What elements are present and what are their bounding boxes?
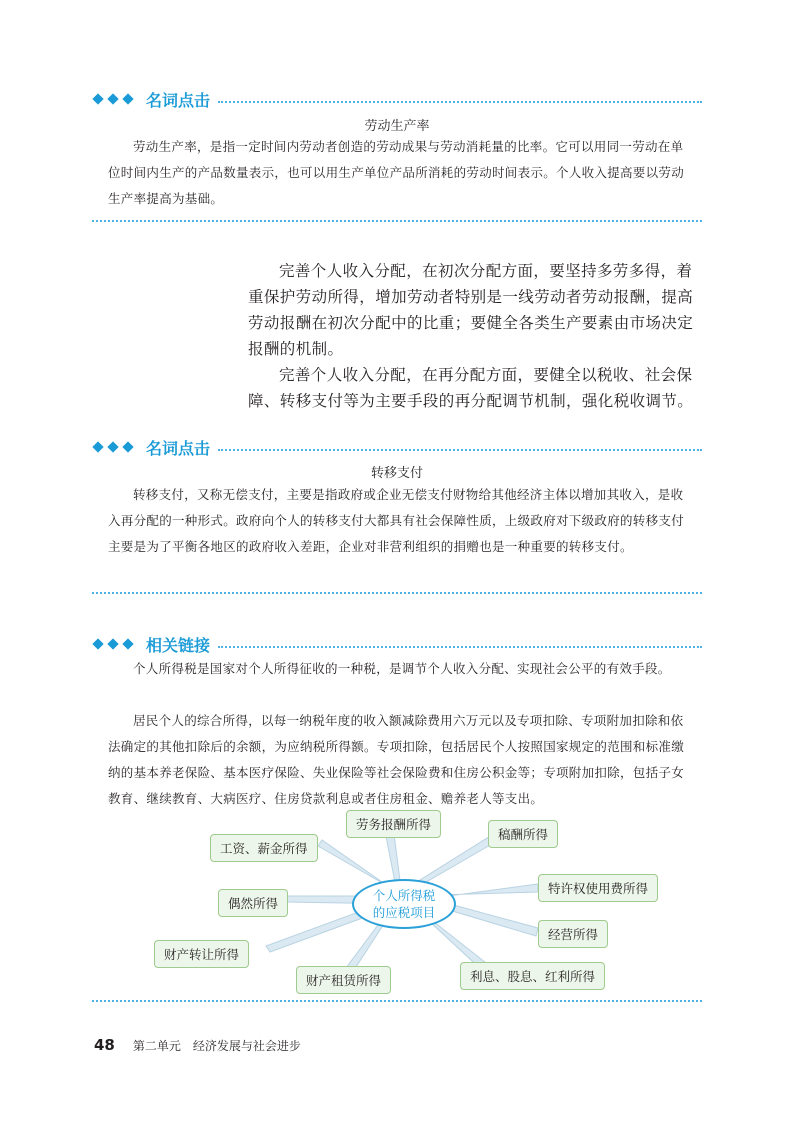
related-paragraph: 居民个人的综合所得，以每一纳税年度的收入额减除费用六万元以及专项扣除、专项附加扣除和依法确定的其他扣除后的余额，为应纳税所得额。专项扣除，包括居民个人按照国家规定的范围和标准缴纳的基本养老保险、基本医疗保险、失业保险等社会保险费和住房公积金等；专项附加扣除，包括子女教育、继续教育、大病医疗、住房贷款利息或者住房租金、赡养老人等支出。: [108, 713, 685, 806]
unit-title: 第二单元 经济发展与社会进步: [132, 1039, 301, 1053]
body-paragraph: 完善个人收入分配，在初次分配方面，要坚持多劳多得，着重保护劳动所得，增加劳动者特别是一线劳动者劳动报酬，提高劳动报酬在初次分配中的比重；要健全各类生产要素由市场决定报酬的机制。: [248, 262, 694, 358]
term-definition: 劳动生产率，是指一定时间内劳动者创造的劳动成果与劳动消耗量的比率。它可以用同一劳动在单位时间内生产的产品数量表示，也可以用生产单位产品所消耗的劳动时间表示。个人收入提高要以劳动生产率提高为基础。: [108, 139, 685, 206]
section-title: 名词点击: [146, 438, 211, 458]
term-title: 劳动生产率: [364, 119, 430, 134]
tax-item-node: 稿酬所得: [488, 820, 558, 848]
tax-item-node: 利息、股息、红利所得: [460, 962, 605, 990]
tax-item-node: 劳务报酬所得: [346, 810, 441, 838]
tax-item-node: 经营所得: [538, 920, 608, 948]
dotted-divider: [92, 1000, 702, 1002]
page-number: 48: [94, 1036, 115, 1054]
term-title: 转移支付: [370, 466, 423, 481]
section-title: 名词点击: [146, 90, 211, 110]
tax-item-node: 财产转让所得: [154, 940, 249, 968]
diagram-center-node: [352, 879, 456, 929]
body-paragraph: 完善个人收入分配，在再分配方面，要健全以税收、社会保障、转移支付等为主要手段的再分配调节机制，强化税收调节。: [248, 366, 694, 410]
center-label-line1: 个人所得税: [372, 888, 436, 903]
tax-item-node: 特许权使用费所得: [538, 874, 658, 902]
tax-item-node: 工资、薪金所得: [210, 834, 318, 862]
tax-item-node: 偶然所得: [218, 889, 288, 917]
term-definition: 转移支付，又称无偿支付，主要是指政府或企业无偿支付财物给其他经济主体以增加其收入，是收入再分配的一种形式。政府向个人的转移支付大都具有社会保障性质，上级政府对下级政府的转移支付主要是为了平衡各地区的政府收入差距，企业对非营利组织的捐赠也是一种重要的转移支付。: [108, 487, 685, 554]
page-footer: [94, 1036, 301, 1054]
center-label-line2: 的应税项目: [372, 905, 436, 920]
related-paragraph: 个人所得税是国家对个人所得征收的一种税，是调节个人收入分配、实现社会公平的有效手段。: [133, 661, 671, 676]
tax-item-node: 财产租赁所得: [296, 966, 391, 994]
section-title: 相关链接: [146, 635, 211, 655]
